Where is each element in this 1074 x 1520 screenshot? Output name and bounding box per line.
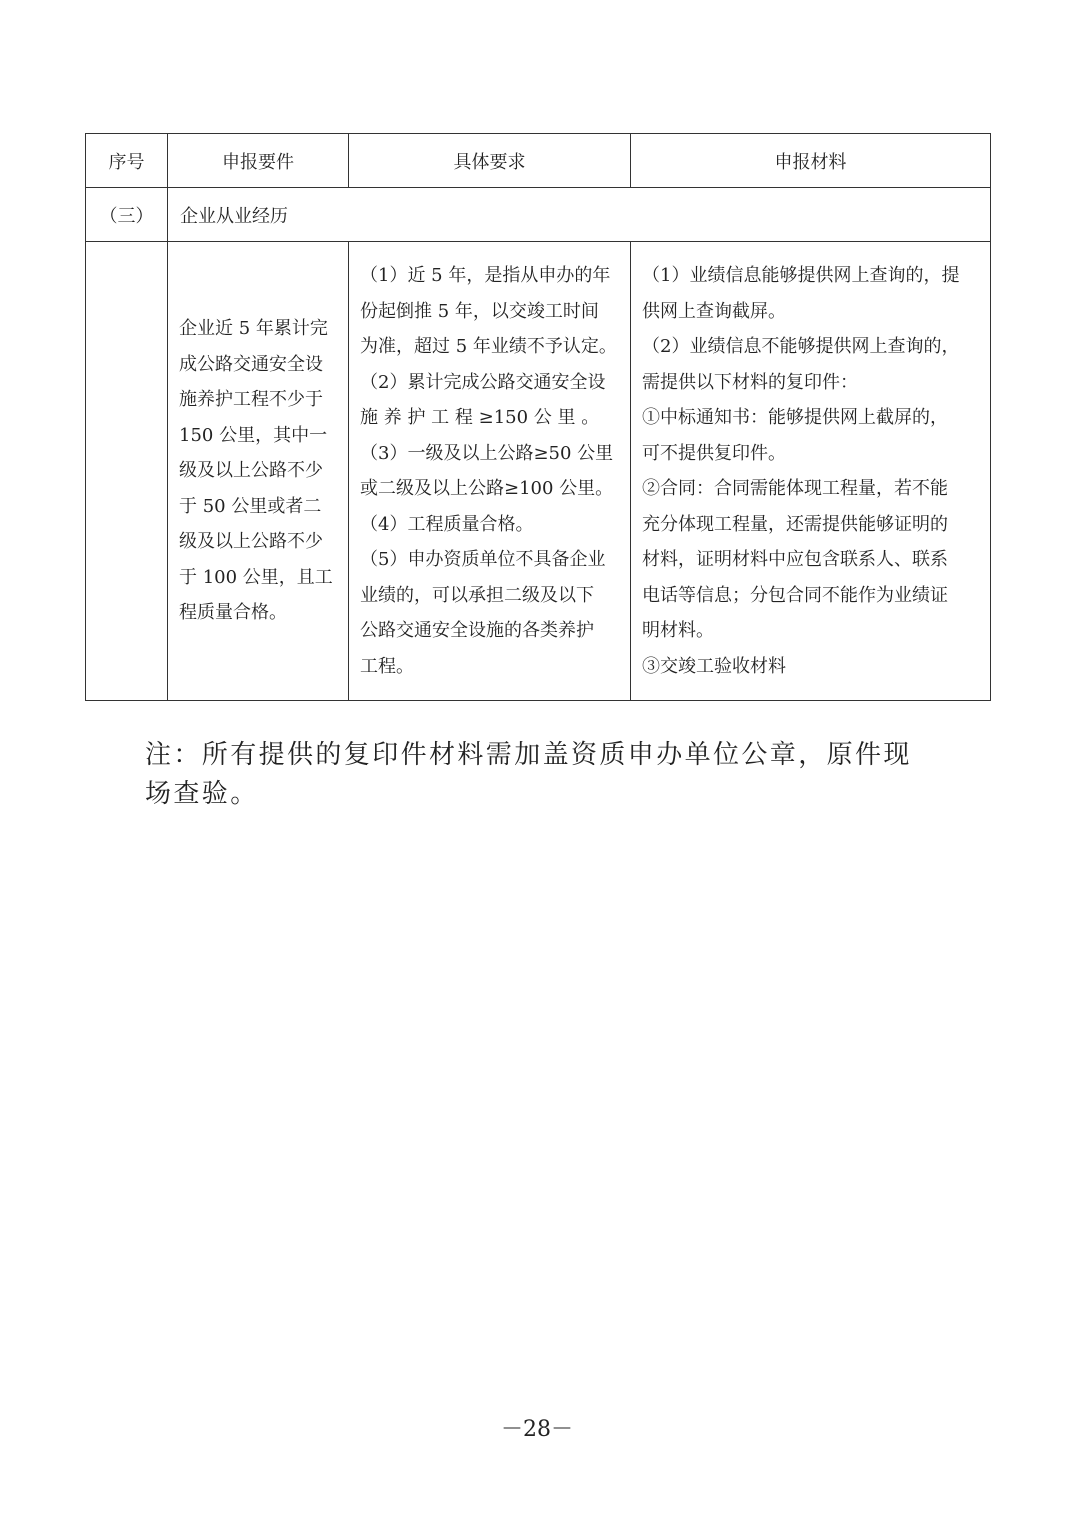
- element-line: 于 50 公里或者二: [179, 495, 322, 517]
- section-row: [86, 188, 991, 242]
- footnote-line: 场查验。: [145, 779, 259, 809]
- material-line: 供网上查询截屏。: [642, 300, 786, 322]
- material-line: （1）业绩信息能够提供网上查询的，提: [642, 265, 960, 286]
- material-line: ①中标通知书：能够提供网上截屏的，: [642, 407, 948, 428]
- table-row: [86, 242, 991, 701]
- row-number-cell: [86, 242, 168, 701]
- material-line: ②合同：合同需能体现工程量，若不能: [642, 478, 948, 499]
- footnote-line: 注：所有提供的复印件材料需加盖资质申办单位公章，原件现: [145, 740, 912, 770]
- material-line: ③交竣工验收材料: [642, 655, 786, 677]
- material-line: 电话等信息；分包合同不能作为业绩证: [642, 584, 948, 606]
- requirement-line: 业绩的，可以承担二级及以下: [360, 584, 594, 606]
- requirement-line: 为准，超过 5 年业绩不予认定。: [360, 336, 617, 357]
- element-line: 于 100 公里，且工: [179, 566, 333, 588]
- material-line: （2）业绩信息不能够提供网上查询的，: [642, 336, 960, 357]
- requirements-table: [85, 133, 991, 701]
- header-material: 申报材料: [631, 134, 991, 188]
- header-requirement: 具体要求: [349, 134, 631, 188]
- element-line: 程质量合格。: [179, 602, 287, 624]
- table-header-row: [86, 134, 991, 188]
- requirement-line: （5）申办资质单位不具备企业: [360, 549, 606, 570]
- requirement-line: 公路交通安全设施的各类养护: [360, 620, 594, 641]
- element-line: 施养护工程不少于: [179, 389, 323, 411]
- requirement-line: 工程。: [360, 655, 414, 677]
- section-number: （三）: [86, 188, 168, 242]
- requirement-line: 或二级及以上公路≥100 公里。: [360, 478, 614, 499]
- footnote: [145, 736, 945, 814]
- requirement-line: 份起倒推 5 年，以交竣工时间: [360, 300, 599, 322]
- element-line: 级及以上公路不少: [179, 460, 323, 482]
- material-line: 材料，证明材料中应包含联系人、联系: [642, 549, 948, 570]
- element-line: 级及以上公路不少: [179, 531, 323, 553]
- element-cell: [168, 242, 349, 701]
- requirement-line: （4）工程质量合格。: [360, 513, 534, 535]
- element-line: 150 公里，其中一: [179, 424, 328, 446]
- section-title: 企业从业经历: [168, 188, 991, 242]
- element-line: 企业近 5 年累计完: [179, 318, 328, 340]
- element-line: 成公路交通安全设: [179, 353, 323, 375]
- material-line: 充分体现工程量，还需提供能够证明的: [642, 513, 948, 535]
- page-number: －28－: [501, 1417, 573, 1442]
- material-line: 明材料。: [642, 620, 714, 641]
- requirement-line: （3）一级及以上公路≥50 公里: [360, 442, 614, 464]
- header-number: 序号: [86, 134, 168, 188]
- requirement-line: （2）累计完成公路交通安全设: [360, 371, 606, 393]
- material-cell: [631, 242, 991, 701]
- requirement-line: 施 养 护 工 程 ≥150 公 里 。: [360, 407, 600, 428]
- header-element: 申报要件: [168, 134, 349, 188]
- material-line: 需提供以下材料的复印件：: [642, 371, 858, 393]
- material-line: 可不提供复印件。: [642, 442, 786, 464]
- requirement-cell: [349, 242, 631, 701]
- requirement-line: （1）近 5 年，是指从申办的年: [360, 265, 611, 286]
